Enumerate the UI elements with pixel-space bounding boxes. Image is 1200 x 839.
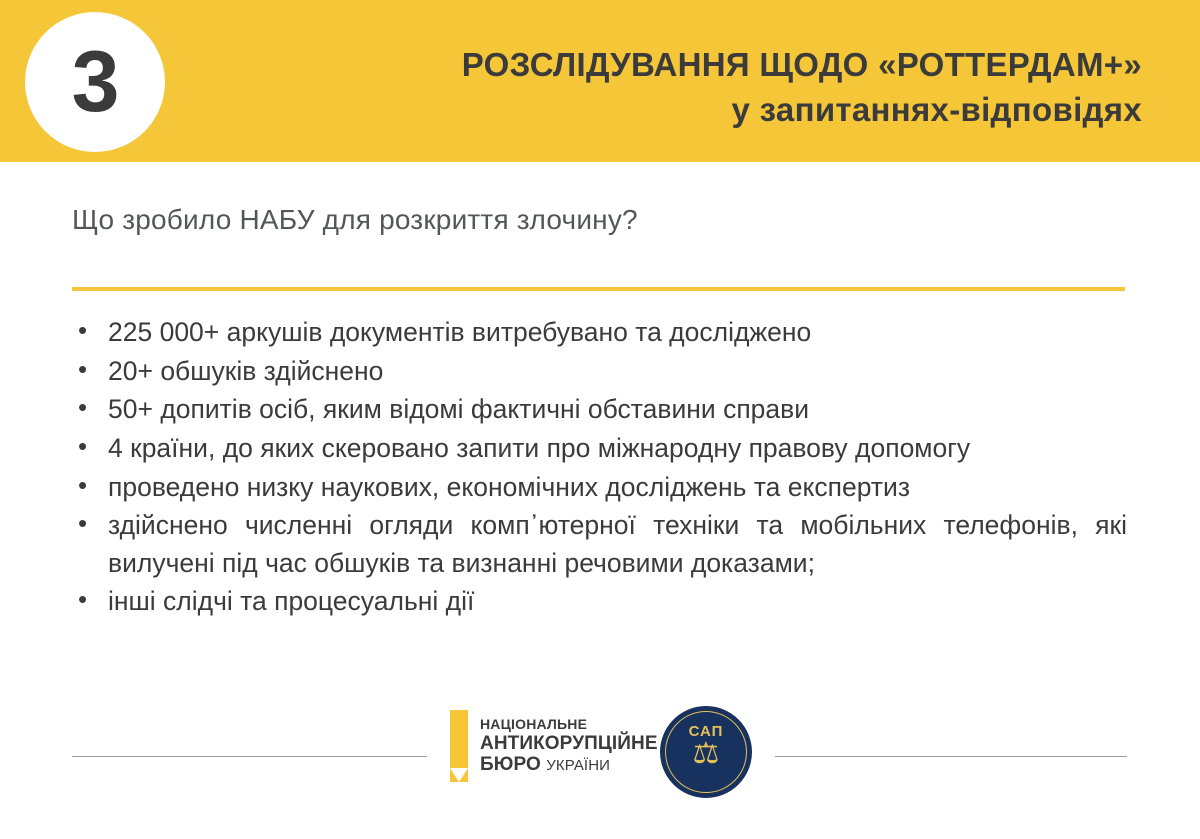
nabu-logo-line-2: АНТИКОРУПЦІЙНЕ (480, 732, 658, 754)
sap-logo (660, 706, 752, 798)
question-text: Що зробило НАБУ для розкриття злочину? (72, 204, 638, 235)
slide-header (0, 0, 1200, 162)
nabu-logo-text (480, 717, 658, 775)
list-item: • проведено низку наукових, економічних досліджень та експертиз (72, 469, 1127, 507)
sap-logo-abbr: САП (688, 723, 724, 740)
list-item: • 225 000+ аркушів документів витребувано та досліджено (72, 314, 1127, 352)
accent-divider (72, 287, 1125, 291)
page-subtitle: у запитаннях-відповідях (731, 91, 1142, 129)
scales-of-justice-icon: ⚖ (692, 737, 720, 770)
list-item: • здійснено численні огляди комп᾿ютерної техніки та мобільних телефонів, які вилучені під час обшуків та визнанні речовими доказами; (72, 507, 1127, 582)
nabu-logo-line-3-bold: БЮРО (480, 753, 541, 775)
list-item: • 4 країни, до яких скеровано запити про міжнародну правову допомогу (72, 430, 1127, 468)
nabu-logo-line-3-light: УКРАЇНИ (546, 756, 611, 774)
slide-footer (0, 700, 1200, 839)
nabu-logo-line-1: НАЦІОНАЛЬНЕ (480, 715, 588, 732)
list-item: • інші слідчі та процесуальні дії (72, 583, 1127, 621)
slide-number-text: 3 (71, 34, 119, 130)
answer-bullet-list (72, 314, 1127, 622)
list-item: • 20+ обшуків здійснено (72, 353, 1127, 391)
slide-number-badge (25, 12, 165, 152)
footer-divider-left (72, 756, 427, 757)
nabu-logo-line-3 (480, 754, 658, 775)
footer-divider-right (775, 756, 1127, 757)
nabu-logo (450, 710, 658, 782)
nabu-emblem-icon (450, 710, 468, 782)
header-title-block (462, 44, 1142, 131)
page-title: РОЗСЛІДУВАННЯ ЩОДО «РОТТЕРДАМ+» (461, 46, 1142, 83)
list-item: • 50+ допитів осіб, яким відомі фактичні обставини справи (72, 391, 1127, 429)
slide-content (0, 162, 1200, 682)
